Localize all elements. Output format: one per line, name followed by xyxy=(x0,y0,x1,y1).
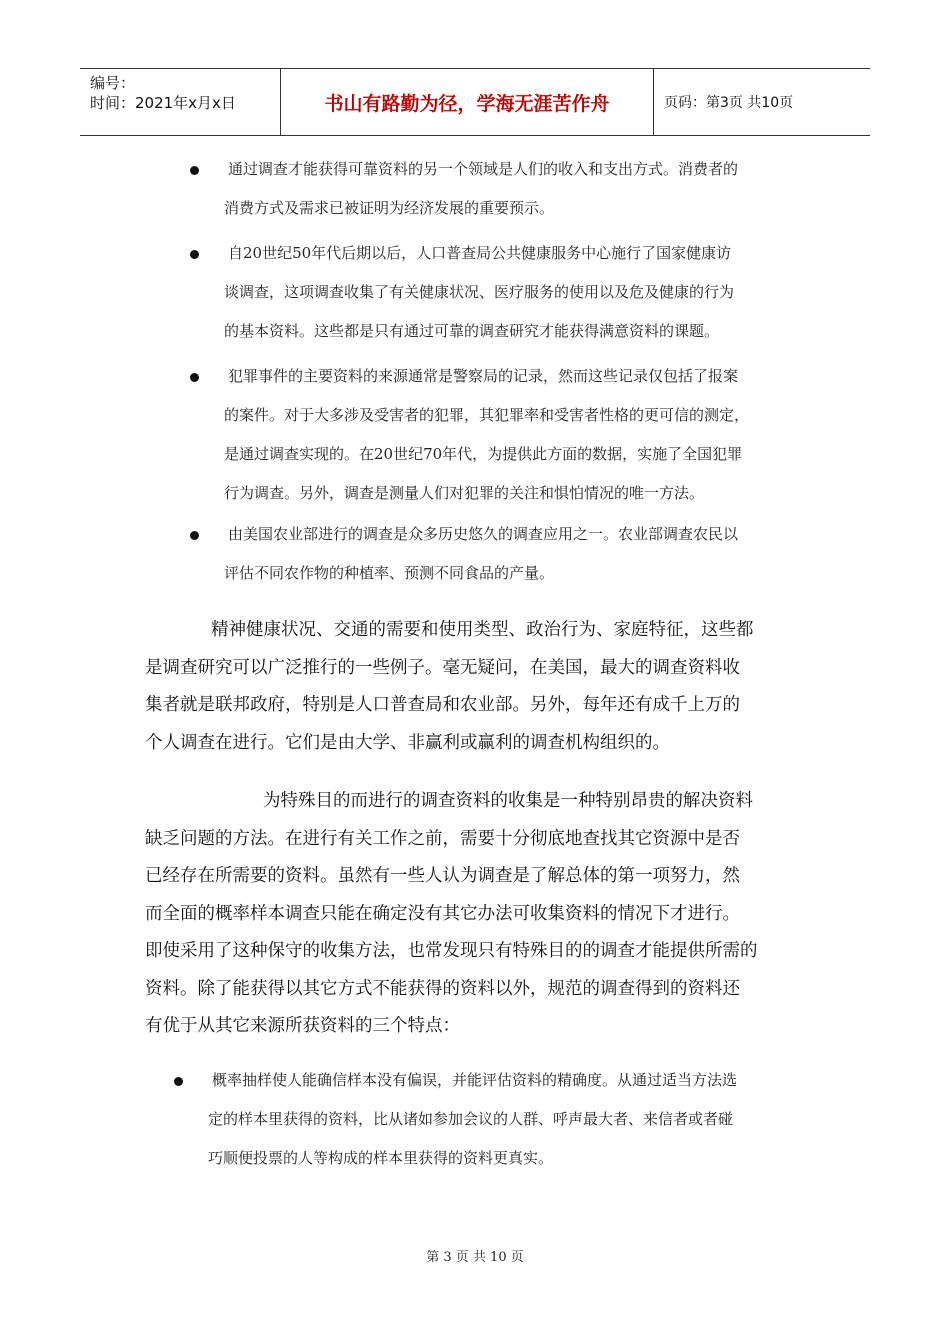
bullet-item xyxy=(224,515,824,593)
paragraph-line: 个人调查在进行。它们是由大学、非赢利或赢利的调查机构组织的。 xyxy=(145,732,670,753)
paragraph-2 xyxy=(145,783,805,1046)
bullet-line: 巧顺便投票的人等构成的样本里获得的资料更真实。 xyxy=(208,1149,554,1167)
paragraph-line: 资料。除了能获得以其它方式不能获得的资料以外，规范的调查得到的资料还 xyxy=(145,978,740,999)
time-label: 时间：2021年x月x日 xyxy=(90,94,236,112)
motto: 书山有路勤为径，学海无涯苦作舟 xyxy=(281,69,654,135)
paragraph-line: 精神健康状况、交通的需要和使用类型、政治行为、家庭特征，这些都 xyxy=(211,620,754,640)
bullet-dot-icon xyxy=(190,531,199,540)
bullet-dot-icon xyxy=(174,1077,183,1086)
bullet-line: 消费方式及需求已被证明为经济发展的重要预示。 xyxy=(224,199,555,217)
bullet-item xyxy=(224,357,824,513)
header-left-cell xyxy=(80,69,281,135)
paragraph-line: 集者就是联邦政府，特别是人口普查局和农业部。另外，每年还有成千上万的 xyxy=(145,695,740,715)
paragraph-line: 即使采用了这种保守的收集方法，也常发现只有特殊目的的调查才能提供所需的 xyxy=(145,941,758,961)
bullet-item xyxy=(224,234,824,351)
paragraph-line: 为特殊目的而进行的调查资料的收集是一种特别昂贵的解决资料 xyxy=(263,791,753,811)
page-info: 页码：第3页 共10页 xyxy=(664,95,794,111)
paragraph-1 xyxy=(145,612,805,762)
bullet-line: 自20世纪50年代后期以后，人口普查局公共健康服务中心施行了国家健康访 xyxy=(228,244,732,262)
bullet-item xyxy=(208,1061,828,1178)
bullet-line: 的基本资料。这些都是只有通过可靠的调查研究才能获得满意资料的课题。 xyxy=(224,322,720,340)
bullet-line: 行为调查。另外，调查是测量人们对犯罪的关注和惧怕情况的唯一方法。 xyxy=(224,484,705,502)
bullet-line: 定的样本里获得的资料，比从诸如参加会议的人群、呼声最大者、来信者或者碰 xyxy=(208,1110,734,1128)
paragraph-line: 有优于从其它来源所获资料的三个特点： xyxy=(145,1016,460,1036)
bullet-line: 由美国农业部进行的调查是众多历史悠久的调查应用之一。农业部调查农民以 xyxy=(228,525,739,543)
bullet-dot-icon xyxy=(190,166,199,175)
bullet-line: 概率抽样使人能确信样本没有偏误，并能评估资料的精确度。从通过适当方法选 xyxy=(212,1071,738,1089)
bullet-dot-icon xyxy=(190,373,199,382)
paragraph-line: 已经存在所需要的资料。虽然有一些人认为调查是了解总体的第一项努力，然 xyxy=(145,866,740,886)
page-footer: 第 3 页 共 10 页 xyxy=(426,1250,524,1265)
bullet-line: 通过调查才能获得可靠资料的另一个领域是人们的收入和支出方式。消费者的 xyxy=(228,160,739,178)
bullet-line: 评估不同农作物的种植率、预测不同食品的产量。 xyxy=(224,564,555,582)
bullet-dot-icon xyxy=(190,250,199,259)
page-header xyxy=(80,68,870,136)
paragraph-line: 是调查研究可以广泛推行的一些例子。毫无疑问，在美国，最大的调查资料收 xyxy=(145,657,740,678)
bullet-line: 是通过调查实现的。在20世纪70年代，为提供此方面的数据，实施了全国犯罪 xyxy=(224,445,743,463)
paragraph-line: 缺乏问题的方法。在进行有关工作之前，需要十分彻底地查找其它资源中是否 xyxy=(145,828,740,849)
bullet-line: 谈调查，这项调查收集了有关健康状况、医疗服务的使用以及危及健康的行为 xyxy=(224,283,735,301)
bullet-item xyxy=(224,150,824,228)
paragraph-line: 而全面的概率样本调查只能在确定没有其它办法可收集资料的情况下才进行。 xyxy=(145,903,740,924)
number-label: 编号： xyxy=(90,74,136,92)
bullet-line: 犯罪事件的主要资料的来源通常是警察局的记录，然而这些记录仅包括了报案 xyxy=(228,367,739,385)
bullet-line: 的案件。对于大多涉及受害者的犯罪，其犯罪率和受害者性格的更可信的测定， xyxy=(224,406,750,424)
